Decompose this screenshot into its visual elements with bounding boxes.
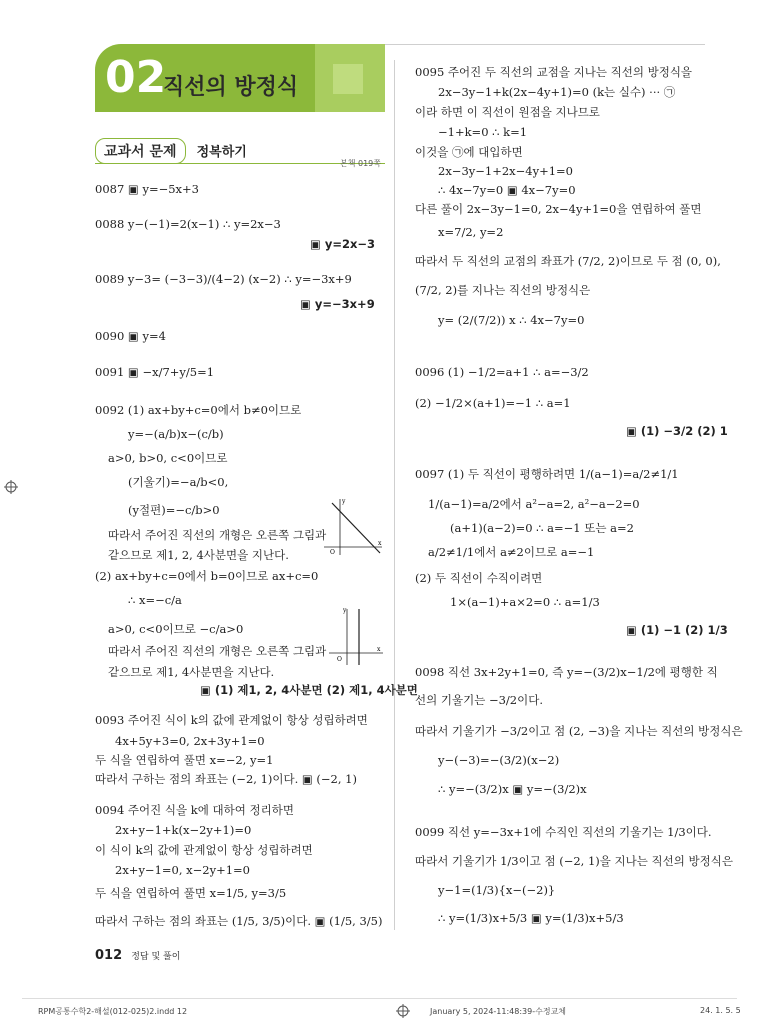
line: 이것을 ㉠에 대입하면 xyxy=(415,145,523,159)
line: (2) −1/2×(a+1)=−1 ∴ a=1 xyxy=(415,396,571,410)
line: 따라서 구하는 점의 좌표는 (−2, 1)이다. ▣ (−2, 1) xyxy=(95,772,357,786)
graph-2-diagram xyxy=(325,605,385,667)
line: 선의 기울기는 −3/2이다. xyxy=(415,693,543,707)
svg-text:y: y xyxy=(342,498,346,505)
line: 0096 (1) −1/2=a+1 ∴ a=−3/2 xyxy=(415,365,589,379)
line: 0098 직선 3x+2y+1=0, 즉 y=−(3/2)x−1/2에 평행한 직 xyxy=(415,665,718,679)
svg-text:x: x xyxy=(377,646,381,653)
page-footer xyxy=(95,944,180,963)
line: a>0, b>0, c<0이므로 xyxy=(108,451,228,465)
line: ∴ 4x−7y=0 ▣ 4x−7y=0 xyxy=(438,183,576,197)
line: a>0, c<0이므로 −c/a>0 xyxy=(108,622,244,636)
svg-text:O: O xyxy=(337,656,342,663)
line: ∴ y=−(3/2)x ▣ y=−(3/2)x xyxy=(438,782,587,796)
line: 0089 y−3= (−3−3)/(4−2) (x−2) ∴ y=−3x+9 xyxy=(95,272,352,286)
book-page-ref: 본책 019쪽 xyxy=(340,159,381,168)
line: 0088 y−(−1)=2(x−1) ∴ y=2x−3 xyxy=(95,217,281,231)
line: 2x+y−1+k(x−2y+1)=0 xyxy=(115,823,252,837)
file-info: RPM공통수학2-해설(012-025)2.indd 12 xyxy=(38,1007,188,1016)
line: 0094 주어진 식을 k에 대하여 정리하면 xyxy=(95,803,294,817)
timestamp: January 5, 2024-11:48:39-수정교체 xyxy=(430,1007,567,1016)
line: 따라서 기울기가 −3/2이고 점 (2, −3)을 지나는 직선의 방정식은 xyxy=(415,724,743,738)
page-label: 정답 및 풀이 xyxy=(131,952,181,962)
line: 0087 ▣ y=−5x+3 xyxy=(95,182,199,196)
line: 2x−3y−1+k(2x−4y+1)=0 (k는 실수) ··· ㉠ xyxy=(438,85,676,99)
line: 4x+5y+3=0, 2x+3y+1=0 xyxy=(115,734,265,748)
section-tag: 교과서 문제 xyxy=(95,138,186,164)
line: y−(−3)=−(3/2)(x−2) xyxy=(438,753,560,767)
answer: ▣ (1) −1 (2) 1/3 xyxy=(626,623,728,637)
line: 1/(a−1)=a/2에서 a²−a=2, a²−a−2=0 xyxy=(428,497,640,511)
line: y−1=(1/3){x−(−2)} xyxy=(438,883,556,897)
line: 다른 풀이 2x−3y−1=0, 2x−4y+1=0을 연립하여 풀면 xyxy=(415,202,702,216)
line: 두 식을 연립하여 풀면 x=−2, y=1 xyxy=(95,753,274,767)
line: (7/2, 2)를 지나는 직선의 방정식은 xyxy=(415,283,591,297)
chapter-header xyxy=(95,44,385,112)
line: 0095 주어진 두 직선의 교점을 지나는 직선의 방정식을 xyxy=(415,65,693,79)
line: 따라서 구하는 점의 좌표는 (1/5, 3/5)이다. ▣ (1/5, 3/5) xyxy=(95,914,383,928)
line: 0097 (1) 두 직선이 평행하려면 1/(a−1)=a/2≠1/1 xyxy=(415,467,679,481)
line: 따라서 주어진 직선의 개형은 오른쪽 그림과 xyxy=(108,528,327,542)
page-number: 012 xyxy=(95,948,123,963)
line: 2x−3y−1+2x−4y+1=0 xyxy=(438,164,573,178)
svg-text:x: x xyxy=(378,540,382,547)
line: 이 식이 k의 값에 관계없이 항상 성립하려면 xyxy=(95,843,313,857)
svg-text:y: y xyxy=(343,607,347,614)
line: 두 식을 연립하여 풀면 x=1/5, y=3/5 xyxy=(95,886,287,900)
line: 같으므로 제1, 4사분면을 지난다. xyxy=(108,665,275,679)
line: y= (2/(7/2)) x ∴ 4x−7y=0 xyxy=(438,313,585,327)
chapter-title: 직선의 방정식 xyxy=(163,75,299,100)
line: 0093 주어진 식이 k의 값에 관계없이 항상 성립하려면 xyxy=(95,713,368,727)
section-subtitle: 정복하기 xyxy=(196,145,247,160)
line: 2x+y−1=0, x−2y+1=0 xyxy=(115,863,250,877)
line: ∴ x=−c/a xyxy=(128,593,182,607)
answer: ▣ y=2x−3 xyxy=(310,237,376,251)
graph-1-diagram xyxy=(318,495,386,557)
line: 0091 ▣ −x/7+y/5=1 xyxy=(95,365,215,379)
line: 따라서 두 직선의 교점의 좌표가 (7/2, 2)이므로 두 점 (0, 0), xyxy=(415,254,721,268)
line: 같으므로 제1, 2, 4사분면을 지난다. xyxy=(108,548,289,562)
registration-mark-icon xyxy=(4,480,18,494)
line: 0092 (1) ax+by+c=0에서 b≠0이므로 xyxy=(95,403,302,417)
registration-mark-icon xyxy=(396,1004,410,1018)
line: y=−(a/b)x−(c/b) xyxy=(128,427,224,441)
line: (y절편)=−c/b>0 xyxy=(128,503,220,517)
line: 따라서 기울기가 1/3이고 점 (−2, 1)을 지나는 직선의 방정식은 xyxy=(415,854,733,868)
line: 1×(a−1)+a×2=0 ∴ a=1/3 xyxy=(450,595,600,609)
svg-text:O: O xyxy=(330,549,335,556)
answer: ▣ y=−3x+9 xyxy=(300,297,375,311)
line: (2) 두 직선이 수직이려면 xyxy=(415,571,543,585)
line: 따라서 주어진 직선의 개형은 오른쪽 그림과 xyxy=(108,644,327,658)
line: a/2≠1/1에서 a≠2이므로 a=−1 xyxy=(428,545,595,559)
line: (a+1)(a−2)=0 ∴ a=−1 또는 a=2 xyxy=(450,521,634,535)
column-divider xyxy=(394,60,395,930)
answer: ▣ (1) 제1, 2, 4사분면 (2) 제1, 4사분면 xyxy=(200,683,418,697)
line: ∴ y=(1/3)x+5/3 ▣ y=(1/3)x+5/3 xyxy=(438,911,624,925)
line: (기울기)=−a/b<0, xyxy=(128,475,229,489)
line: 이라 하면 이 직선이 원점을 지나므로 xyxy=(415,105,600,119)
line: 0099 직선 y=−3x+1에 수직인 직선의 기울기는 1/3이다. xyxy=(415,825,712,839)
print-date: 24. 1. 5. 5 xyxy=(700,1006,741,1015)
line: (2) ax+by+c=0에서 b=0이므로 ax+c=0 xyxy=(95,569,319,583)
line: x=7/2, y=2 xyxy=(438,225,504,239)
chapter-number: 02 xyxy=(105,52,167,103)
answer: ▣ (1) −3/2 (2) 1 xyxy=(626,424,728,438)
section-heading xyxy=(95,138,247,164)
line: 0090 ▣ y=4 xyxy=(95,329,166,343)
line: −1+k=0 ∴ k=1 xyxy=(438,125,528,139)
